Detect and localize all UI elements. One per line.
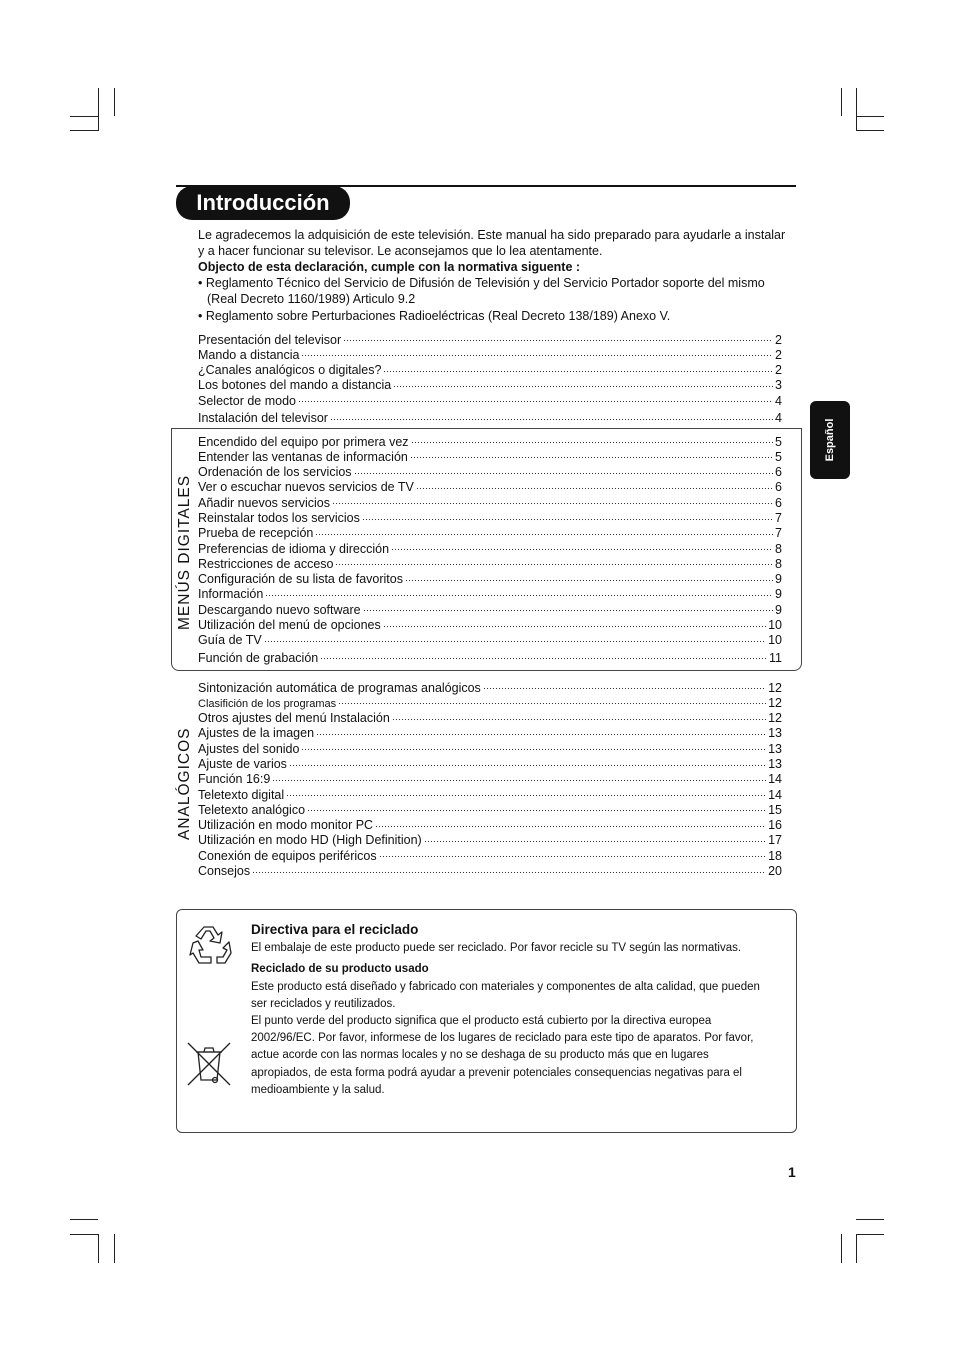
crop-mark [841, 88, 842, 116]
toc-leader [363, 601, 773, 614]
toc-leader [383, 362, 773, 375]
analog-section-label: ANALÓGICOS [176, 727, 193, 840]
toc-entry-page: 15 [768, 802, 782, 817]
toc-entry-page: 10 [768, 633, 782, 648]
toc-leader [405, 571, 773, 584]
toc-entry-label: Preferencias de idioma y dirección [198, 541, 390, 556]
toc-entry[interactable] [198, 555, 782, 570]
recycling-heading: Directiva para el reciclado [251, 922, 419, 937]
toc-entry-label: Utilización en modo HD (High Definition) [198, 833, 422, 848]
toc-entry-page: 11 [769, 650, 782, 665]
toc-leader [410, 448, 773, 461]
toc-entry-label: Función de grabación [198, 650, 319, 665]
toc-entry-label: Información [198, 587, 264, 602]
crop-mark [856, 130, 884, 131]
toc-leader [298, 392, 773, 405]
toc-entry-page: 8 [775, 541, 782, 556]
toc-entry-page: 18 [768, 848, 782, 863]
toc-entry[interactable] [198, 786, 782, 801]
toc-entry[interactable] [198, 771, 782, 786]
toc-entry-page: 20 [768, 864, 782, 879]
toc-entry[interactable] [198, 464, 782, 479]
toc-entry-page: 9 [775, 587, 782, 602]
recycling-paragraph: Este producto está diseñado y fabricado con materiales y componentes de alta calidad, que pueden ser reciclados y reutilizados. [251, 980, 760, 1010]
crop-mark [70, 1234, 98, 1235]
toc-entry-label: Guía de TV [198, 633, 262, 648]
toc-leader [424, 832, 766, 845]
toc-entry[interactable] [198, 832, 782, 847]
crop-mark [841, 1234, 842, 1263]
toc-entry-page: 8 [775, 556, 782, 571]
toc-leader [392, 710, 766, 723]
toc-entry-page: 17 [768, 833, 782, 848]
toc-leader [301, 740, 766, 753]
toc-entry-label: Ajuste de varios [198, 756, 287, 771]
toc-entry-label: Consejos [198, 864, 251, 879]
toc-entry-page: 7 [775, 510, 782, 525]
toc-entry-page: 3 [775, 378, 782, 393]
toc-entry-page: 12 [768, 695, 782, 710]
toc-leader [391, 540, 773, 553]
toc-entry-page: 6 [775, 495, 782, 510]
crop-mark [856, 88, 857, 131]
toc-entry[interactable] [198, 525, 782, 540]
toc-entry-page: 6 [775, 465, 782, 480]
toc-entry[interactable] [198, 740, 782, 755]
toc-entry[interactable] [198, 694, 782, 709]
crop-mark [98, 88, 99, 131]
toc-entry-label: Otros ajustes del menú Instalación [198, 711, 390, 726]
recycling-paragraph: El punto verde del producto significa que el producto está cubierto por la directiva europea 2002/96/EC. Por favor, informese de los lugares de reciclado para este tipo de aparatos. Por favor, actue acorde con las normas locales y no se deshaga de su producto más que en lugares apropiados, de esta forma podrá ayudar a prevenir potenciales consequencias negativas para el medioambiente y la salud. [251, 1015, 754, 1096]
toc-leader [265, 586, 773, 599]
crop-mark [98, 1234, 99, 1263]
toc-leader [301, 346, 773, 359]
toc-leader [332, 494, 773, 507]
toc-entry-page: 14 [768, 787, 782, 802]
toc-entry[interactable] [198, 755, 782, 770]
crop-mark [856, 1234, 884, 1235]
toc-entry-label: Añadir nuevos servicios [198, 495, 331, 510]
toc-entry[interactable] [198, 617, 782, 632]
toc-leader [393, 377, 773, 390]
toc-entry-label: Ajustes de la imagen [198, 726, 315, 741]
toc-entry-page: 5 [775, 449, 782, 464]
toc-entry[interactable] [198, 494, 782, 509]
toc-entry-label: Descargando nuevo software [198, 602, 361, 617]
toc-entry-label: Teletexto digital [198, 787, 285, 802]
toc-leader [354, 464, 774, 477]
crop-mark [70, 1219, 98, 1220]
toc-leader [335, 555, 773, 568]
digital-section-label: MENÚS DIGITALES [176, 474, 193, 630]
crop-mark [70, 130, 98, 131]
toc-entry-page: 12 [768, 711, 782, 726]
toc-general [198, 331, 782, 425]
toc-entry[interactable] [198, 710, 782, 725]
toc-digital [198, 433, 782, 664]
toc-entry-page: 4 [775, 410, 782, 425]
toc-entry-label: Ordenación de los servicios [198, 465, 352, 480]
toc-entry[interactable] [198, 817, 782, 832]
page-number: 1 [788, 1164, 796, 1180]
toc-entry-page: 13 [768, 726, 782, 741]
toc-entry-page: 9 [775, 602, 782, 617]
toc-leader [343, 331, 773, 344]
toc-entry[interactable] [198, 725, 782, 740]
page-title: Introducción [176, 186, 350, 220]
toc-entry-page: 2 [775, 332, 782, 347]
toc-entry-label: Ajustes del sonido [198, 741, 300, 756]
toc-entry-page: 6 [775, 480, 782, 495]
toc-leader [330, 409, 773, 422]
toc-entry[interactable] [198, 409, 782, 424]
toc-entry-label: Sintonización automática de programas analógicos [198, 680, 481, 695]
toc-leader [315, 525, 773, 538]
toc-leader [483, 679, 766, 692]
crop-mark [114, 88, 115, 116]
toc-entry-page: 16 [768, 818, 782, 833]
toc-entry-label: Utilización en modo monitor PC [198, 818, 374, 833]
toc-entry-label: Conexión de equipos periféricos [198, 848, 377, 863]
toc-leader [362, 509, 773, 522]
toc-leader [316, 725, 766, 738]
toc-entry[interactable] [198, 392, 782, 407]
declaration-bullet: • Reglamento Técnico del Servicio de Difusión de Televisión y del Servicio Portador soporte del mismo (Real Decreto 1160/1989) Articulo 9.2 [198, 276, 765, 306]
toc-entry-label: Instalación del televisor [198, 410, 328, 425]
toc-entry-page: 2 [775, 363, 782, 378]
toc-entry[interactable] [198, 377, 782, 392]
toc-leader [272, 771, 766, 784]
toc-entry-page: 13 [768, 756, 782, 771]
toc-entry[interactable] [198, 847, 782, 862]
recycle-icon [187, 923, 233, 967]
language-tab-label: Español [824, 418, 836, 462]
toc-entry-label: Presentación del televisor [198, 332, 342, 347]
toc-leader [416, 479, 773, 492]
toc-leader [252, 863, 766, 876]
toc-entry[interactable] [198, 679, 782, 694]
intro-block [198, 227, 788, 324]
toc-entry-label: Ver o escuchar nuevos servicios de TV [198, 480, 414, 495]
crop-mark [856, 1234, 857, 1263]
toc-entry[interactable] [198, 362, 782, 377]
toc-leader [379, 847, 767, 860]
toc-entry-label: Utilización del menú de opciones [198, 618, 381, 633]
toc-entry[interactable] [198, 601, 782, 616]
toc-entry-label: Los botones del mando a distancia [198, 378, 392, 393]
crop-mark [856, 1219, 884, 1220]
toc-entry[interactable] [198, 479, 782, 494]
toc-entry[interactable] [198, 509, 782, 524]
toc-entry[interactable] [198, 433, 782, 448]
toc-entry-page: 7 [775, 526, 782, 541]
toc-entry-page: 13 [768, 741, 782, 756]
toc-entry[interactable] [198, 571, 782, 586]
toc-entry-page: 2 [775, 347, 782, 362]
toc-leader [264, 632, 766, 645]
toc-entry[interactable] [198, 448, 782, 463]
toc-entry-label: ¿Canales analógicos o digitales? [198, 363, 382, 378]
toc-entry-label: Entender las ventanas de información [198, 449, 408, 464]
toc-entry[interactable] [198, 632, 782, 647]
crossed-bin-icon [185, 1040, 233, 1088]
toc-leader [383, 617, 766, 630]
toc-leader [338, 694, 766, 707]
toc-entry-label: Restricciones de acceso [198, 556, 334, 571]
toc-entry-label: Reinstalar todos los servicios [198, 510, 360, 525]
toc-entry-page: 10 [768, 618, 782, 633]
declaration-bullet: • Reglamento sobre Perturbaciones Radioeléctricas (Real Decreto 138/189) Anexo V. [198, 309, 671, 323]
toc-entry-page: 9 [775, 572, 782, 587]
toc-entry[interactable] [198, 649, 782, 664]
toc-leader [411, 433, 774, 446]
toc-entry-label: Mando a distancia [198, 347, 300, 362]
recycling-text [251, 921, 771, 1099]
declaration-heading: Objecto de esta declaración, cumple con la normativa siguente : [198, 260, 581, 274]
toc-entry[interactable] [198, 863, 782, 878]
toc-leader [320, 649, 767, 662]
toc-entry-label: Función 16:9 [198, 772, 271, 787]
toc-entry[interactable] [198, 586, 782, 601]
toc-entry[interactable] [198, 801, 782, 816]
crop-mark [856, 116, 884, 117]
toc-entry[interactable] [198, 346, 782, 361]
toc-entry-label: Configuración de su lista de favoritos [198, 572, 403, 587]
toc-leader [289, 755, 766, 768]
language-tab [810, 401, 850, 479]
toc-entry-page: 5 [775, 434, 782, 449]
toc-entry-label: Clasifición de los programas [198, 697, 337, 710]
toc-leader [307, 801, 766, 814]
toc-analog [198, 679, 782, 878]
toc-entry-label: Selector de modo [198, 393, 296, 408]
toc-leader [286, 786, 766, 799]
recycling-intro: El embalaje de este producto puede ser reciclado. Por favor recicle su TV según las normativas. [251, 942, 742, 955]
toc-entry-label: Prueba de recepción [198, 526, 314, 541]
crop-mark [114, 1234, 115, 1263]
crop-mark [70, 116, 98, 117]
toc-entry-label: Encendido del equipo por primera vez [198, 434, 409, 449]
recycling-subheading: Reciclado de su producto usado [251, 963, 429, 976]
toc-leader [375, 817, 766, 830]
toc-entry-label: Teletexto analógico [198, 802, 306, 817]
toc-entry[interactable] [198, 331, 782, 346]
toc-entry-page: 4 [775, 393, 782, 408]
toc-entry-page: 14 [768, 772, 782, 787]
intro-paragraph: Le agradecemos la adquisición de este televisión. Este manual ha sido preparado para ayudarle a instalar y a hacer funcionar su televisor. Le aconsejamos que lo lea atentamente. [198, 228, 786, 258]
toc-entry[interactable] [198, 540, 782, 555]
toc-entry-page: 12 [768, 680, 782, 695]
